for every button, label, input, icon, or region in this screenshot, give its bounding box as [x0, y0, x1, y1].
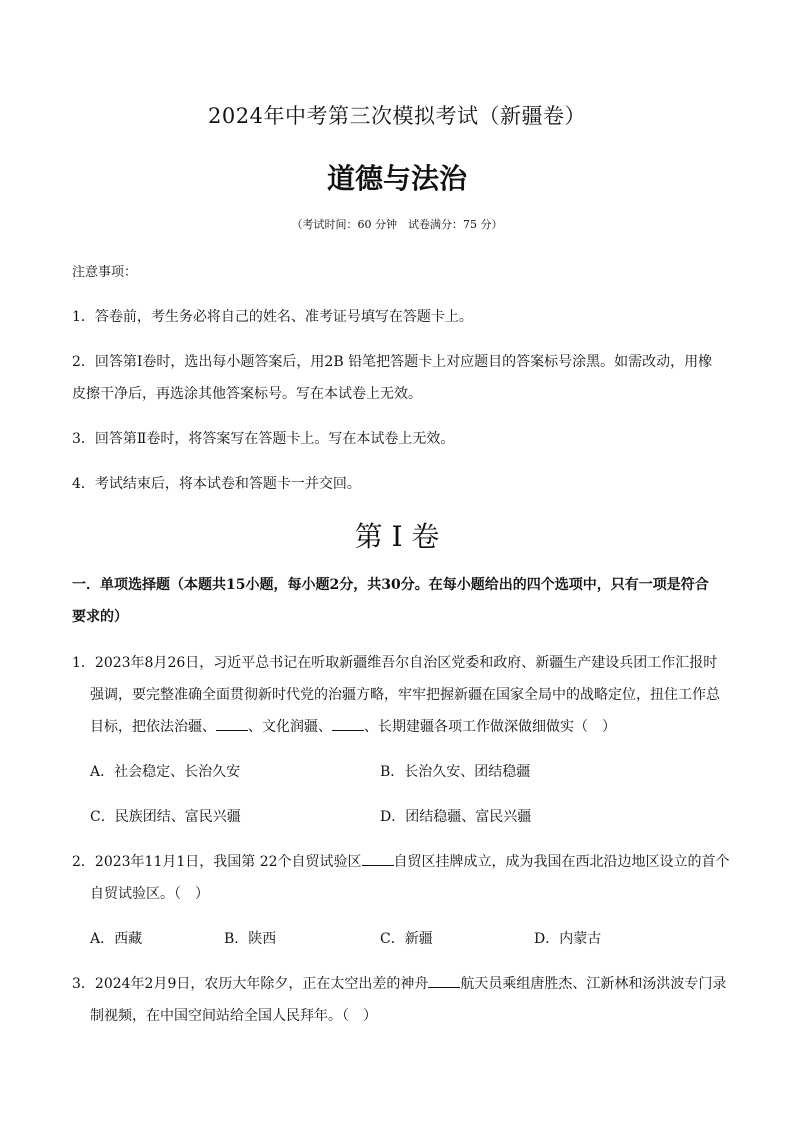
question-1-line-3 — [90, 716, 616, 736]
question-2-line-1 — [72, 851, 730, 871]
notice-item-2: 2．回答第Ⅰ卷时，选出每小题答案后，用2B 铅笔把答题卡上对应题目的答案标号涂黑。如需改动，用橡 — [72, 354, 713, 370]
part-title: 第 I 卷 — [354, 520, 440, 553]
question-3-line-2: 制视频，在中国空间站给全国人民拜年。（ ） — [90, 1008, 377, 1024]
question-2-option-d: D．内蒙古 — [534, 931, 602, 947]
section-heading: 一．单项选择题（本题共15小题，每小题2分，共30分。在每小题给出的四个选项中，只有一项是符合 — [72, 577, 709, 593]
question-1-text-a: 目标，把依法治疆、 — [90, 719, 216, 735]
notice-heading: 注意事项： — [72, 265, 138, 280]
question-2-option-c: C．新疆 — [380, 931, 433, 947]
question-3-text-b: 航天员乘组唐胜杰、江新林和汤洪波专门录 — [460, 976, 727, 992]
question-2-option-b: B．陕西 — [224, 931, 277, 947]
question-1-line-1: 1．2023年8月26日，习近平总书记在听取新疆维吾尔自治区党委和政府、新疆生产建设兵团工作汇报时 — [72, 655, 718, 671]
question-1-option-c: C．民族团结、富民兴疆 — [90, 809, 241, 825]
question-1-option-d: D．团结稳疆、富民兴疆 — [380, 809, 532, 825]
question-2-option-a: A．西藏 — [90, 931, 143, 947]
question-1-option-b: B．长治久安、团结稳疆 — [380, 764, 531, 780]
question-1-line-2: 强调，要完整准确全面贯彻新时代党的治疆方略，牢牢把握新疆在国家全局中的战略定位，扭住工作总 — [90, 687, 720, 703]
notice-item-4: 4．考试结束后，将本试卷和答题卡一并交回。 — [72, 476, 361, 492]
answer-blank — [428, 975, 460, 988]
notice-item-3: 3．回答第Ⅱ卷时，将答案写在答题卡上。写在本试卷上无效。 — [72, 431, 455, 447]
question-1-text-b: 、文化润疆、 — [248, 719, 332, 735]
answer-blank — [216, 718, 248, 731]
answer-blank — [362, 853, 394, 866]
subject-title: 道德与法治 — [326, 162, 467, 195]
question-1-option-a: A．社会稳定、长治久安 — [90, 764, 241, 780]
answer-blank — [332, 718, 364, 731]
question-2-text-a: 2．2023年11月1日，我国第 22个自贸试验区 — [72, 854, 362, 870]
notice-item-2-cont: 皮擦干净后，再选涂其他答案标号。写在本试卷上无效。 — [72, 386, 422, 402]
exam-info: （考试时间：60 分钟 试卷满分：75 分） — [291, 218, 503, 231]
question-3-text-a: 3．2024年2月9日，农历大年除夕，正在太空出差的神舟 — [72, 976, 429, 992]
question-3-line-1 — [72, 973, 726, 993]
question-2-text-b: 自贸区挂牌成立，成为我国在西北沿边地区设立的首个 — [393, 854, 730, 870]
question-2-line-2: 自贸试验区。（ ） — [90, 886, 209, 902]
exam-title: 2024年中考第三次模拟考试（新疆卷） — [208, 104, 586, 128]
section-heading-cont: 要求的） — [72, 609, 128, 625]
notice-item-1: 1．答卷前，考生务必将自己的姓名、准考证号填写在答题卡上。 — [72, 309, 473, 325]
question-1-text-c: 、长期建疆各项工作做深做细做实（ ） — [364, 719, 616, 735]
